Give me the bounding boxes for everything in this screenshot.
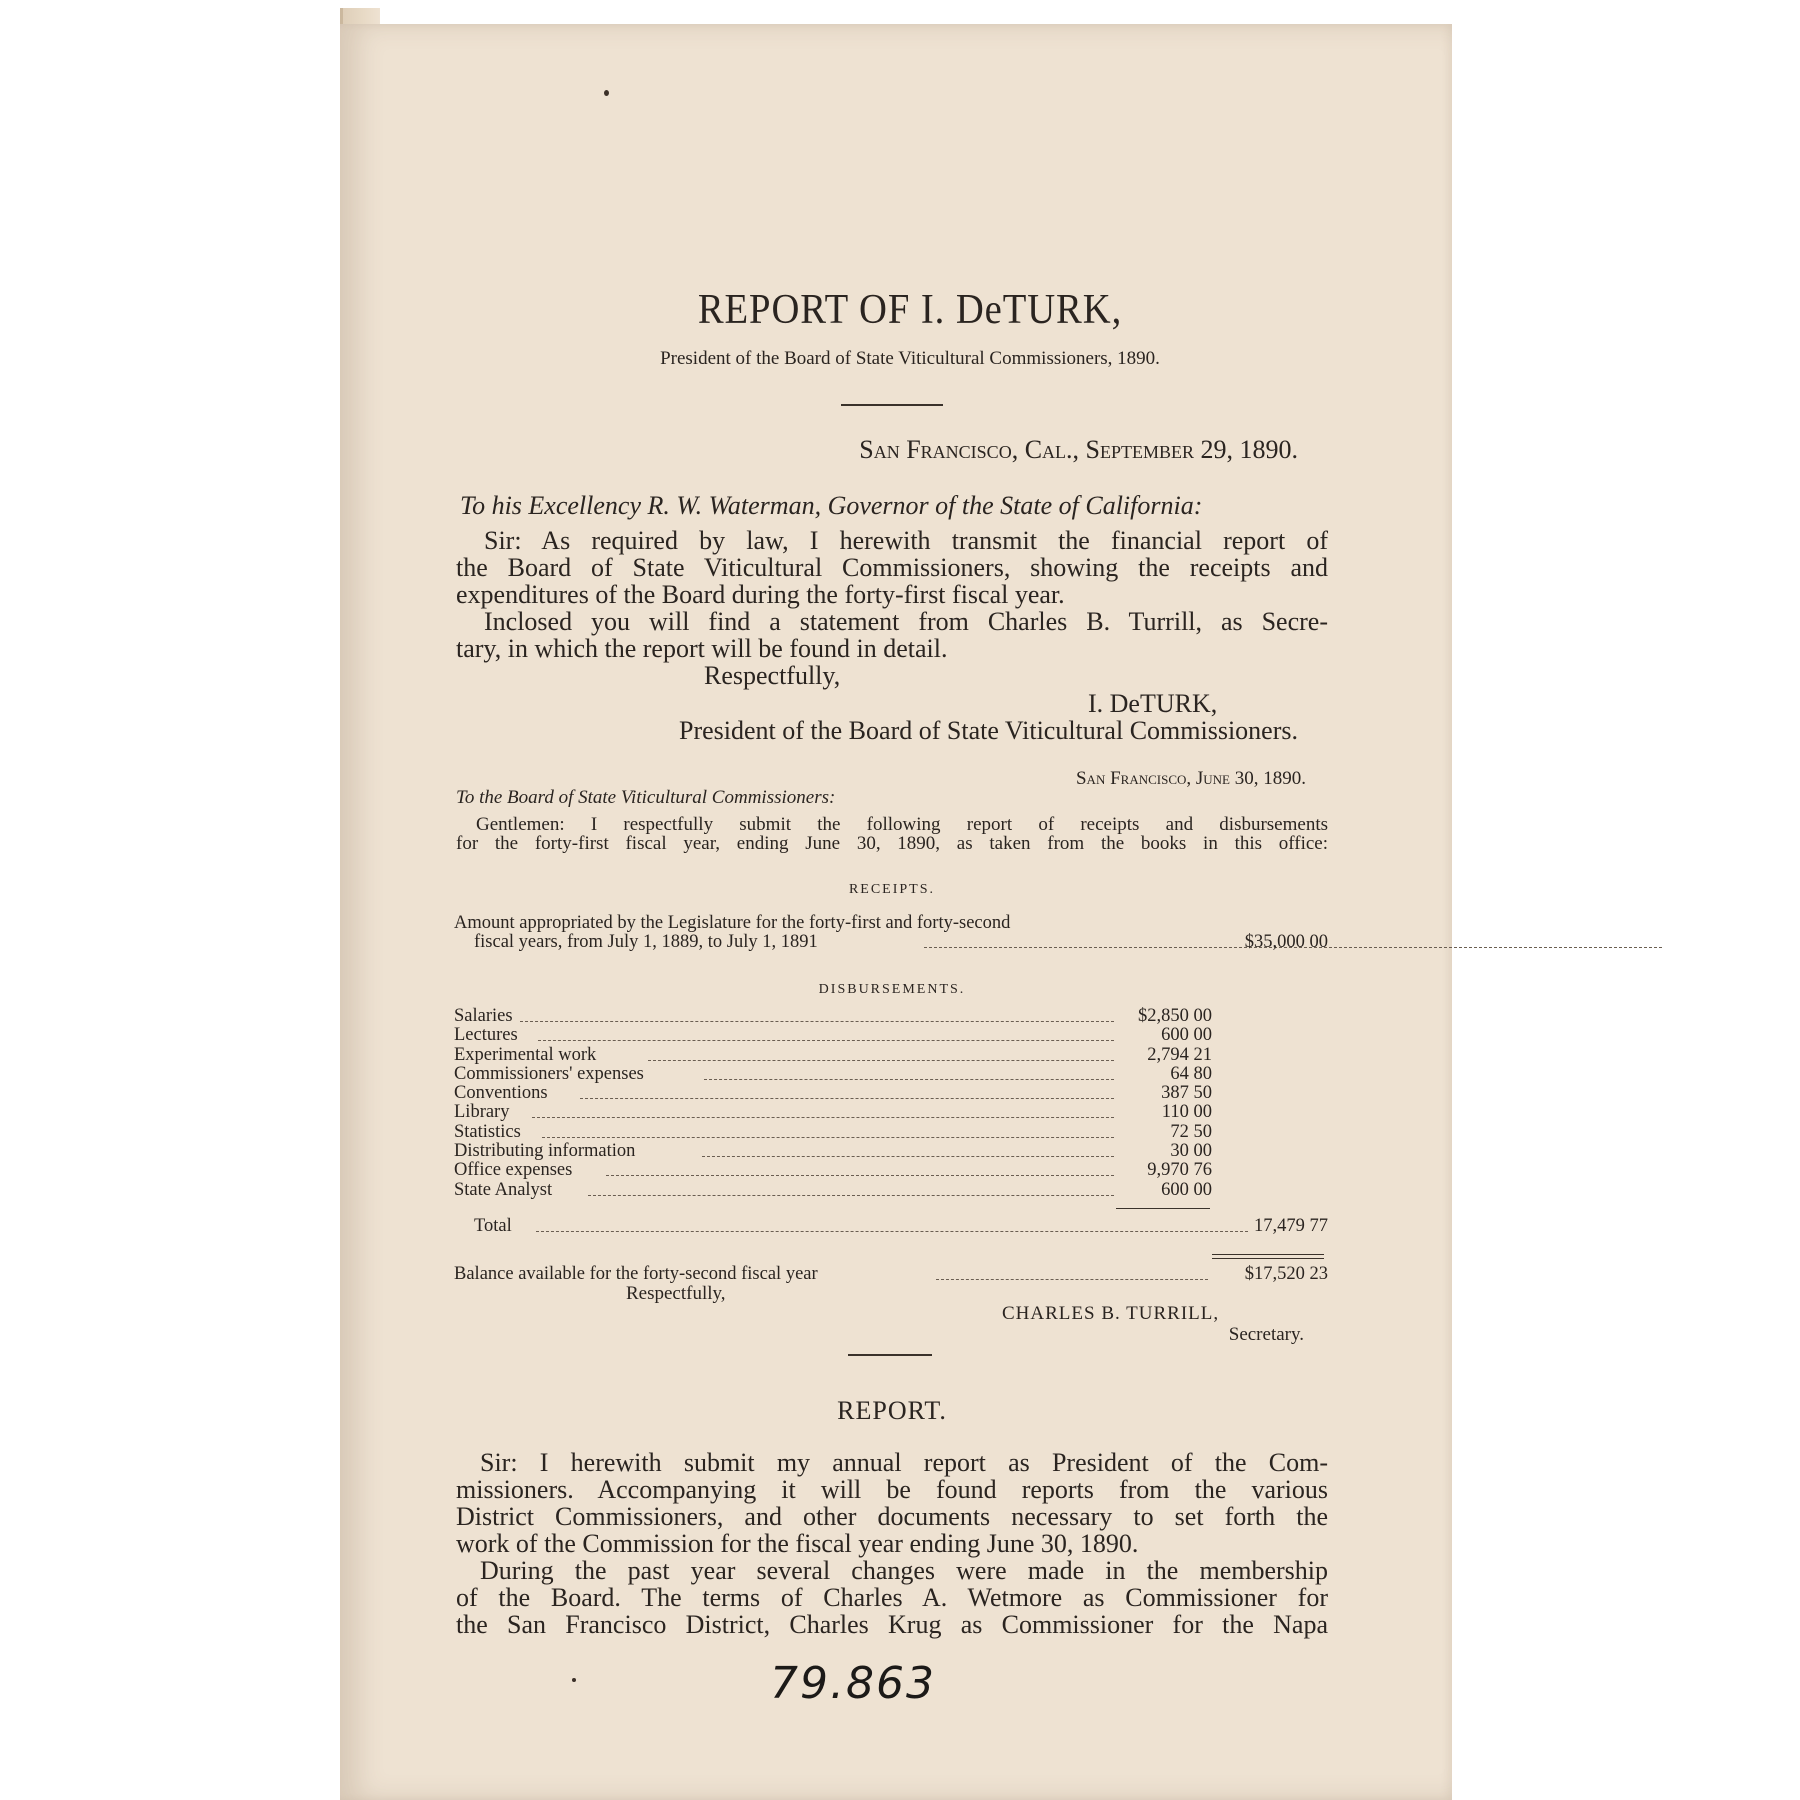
text-line: Gentlemen: I respectfully submit the following report of receipts and disbursements: [476, 814, 1328, 835]
disbursement-label: Lectures: [454, 1025, 518, 1046]
text-line: Sir: I herewith submit my annual report as President of the Com-: [480, 1448, 1328, 1477]
leader-dots: [532, 1117, 1114, 1118]
disbursements-heading: DISBURSEMENTS.: [818, 982, 966, 997]
letter1-signature: I. DeTURK,: [1088, 689, 1218, 718]
disbursement-amount: 600 00: [1161, 1025, 1212, 1046]
total-section: [454, 1217, 1328, 1236]
balance-amount: $17,520 23: [1244, 1264, 1328, 1284]
total-row: [454, 1217, 1328, 1236]
report-paragraph-1: [456, 1449, 1328, 1557]
text-line: missioners. Accompanying it will be found reports from the various: [456, 1475, 1328, 1504]
subtotal-rule: [1116, 1208, 1210, 1209]
section-divider: [848, 1354, 932, 1356]
text-line: the San Francisco District, Charles Krug as Commissioner for the Napa: [456, 1610, 1328, 1639]
disbursement-amount: 9,970 76: [1147, 1160, 1212, 1181]
letter1-salutation: To his Excellency R. W. Waterman, Governor of the State of California:: [460, 491, 1203, 520]
leader-dots: [520, 1021, 1114, 1022]
balance-label: Balance available for the forty-second fiscal year: [454, 1264, 818, 1284]
disbursement-amount: 72 50: [1170, 1121, 1212, 1142]
total-label: Total: [474, 1216, 512, 1236]
leader-dots: [606, 1175, 1114, 1176]
leader-dots: [542, 1137, 1114, 1138]
disbursement-amount: 30 00: [1170, 1141, 1212, 1162]
leader-dots: [702, 1156, 1114, 1157]
leader-dots: [704, 1079, 1114, 1080]
disbursement-amount: 64 80: [1170, 1063, 1212, 1084]
text-line: tary, in which the report will be found in detail.: [456, 634, 948, 663]
receipts-section: [454, 914, 1328, 953]
disbursement-label: Experimental work: [454, 1044, 597, 1065]
receipts-row: [454, 933, 1328, 952]
letter1-closing: Respectfully,: [704, 661, 841, 690]
disbursement-amount: 110 00: [1161, 1102, 1212, 1123]
text-line: for the forty-first fiscal year, ending June 30, 1890, as taken from the books in this office:: [456, 833, 1328, 854]
leader-dots: [580, 1098, 1114, 1099]
text-line: work of the Commission for the fiscal year ending June 30, 1890.: [456, 1529, 1139, 1558]
leader-dots: [536, 1231, 1248, 1232]
leader-dots: [936, 1279, 1208, 1280]
letter2-signature-title: Secretary.: [1228, 1324, 1304, 1345]
text-line: District Commissioners, and other documents necessary to set forth the: [456, 1502, 1328, 1531]
letter2-signature: CHARLES B. TURRILL,: [1002, 1303, 1220, 1324]
disbursement-row: [454, 1084, 1212, 1103]
disbursements-table: [454, 1007, 1212, 1200]
disbursement-row: [454, 1065, 1212, 1084]
letter2-salutation: To the Board of State Viticultural Commissioners:: [456, 787, 836, 808]
disbursement-label: Distributing information: [454, 1141, 636, 1162]
leader-dots: [538, 1040, 1114, 1041]
disbursement-label: Statistics: [454, 1121, 521, 1142]
receipts-heading: RECEIPTS.: [848, 882, 936, 897]
text-line: expenditures of the Board during the forty-first fiscal year.: [456, 580, 1065, 609]
disbursement-amount: 2,794 21: [1147, 1044, 1212, 1065]
letter2-closing: Respectfully,: [626, 1283, 726, 1304]
text-line: of the Board. The terms of Charles A. Wetmore as Commissioner for: [456, 1583, 1328, 1612]
disbursement-label: Commissioners' expenses: [454, 1063, 644, 1084]
letter2-paragraph: [456, 815, 1328, 853]
text-line: Sir: As required by law, I herewith transmit the financial report of: [484, 526, 1328, 555]
report-heading: REPORT.: [837, 1396, 947, 1425]
letter1-paragraph-2: [456, 608, 1328, 662]
disbursement-row: [454, 1123, 1212, 1142]
balance-row: [454, 1265, 1328, 1284]
letter1-dateline: San Francisco, Cal., September 29, 1890.: [859, 435, 1298, 464]
letter2-dateline: San Francisco, June 30, 1890.: [1075, 768, 1306, 789]
document-subtitle: President of the Board of State Viticultural Commissioners, 1890.: [660, 348, 1160, 369]
disbursement-label: State Analyst: [454, 1179, 553, 1200]
document-title: REPORT OF I. DeTURK,: [697, 287, 1123, 333]
balance-section: [454, 1265, 1328, 1284]
receipts-line-1: Amount appropriated by the Legislature for the forty-first and forty-second: [454, 913, 1011, 933]
disbursement-amount: $2,850 00: [1138, 1006, 1212, 1026]
disbursement-label: Library: [454, 1102, 510, 1123]
disbursement-label: Conventions: [454, 1083, 548, 1104]
handwritten-catalog-number: 79.863: [770, 1658, 936, 1709]
text-line: Inclosed you will find a statement from Charles B. Turrill, as Secre-: [484, 607, 1328, 636]
receipts-amount: $35,000 00: [1244, 932, 1328, 953]
text-line: the Board of State Viticultural Commissioners, showing the receipts and: [456, 553, 1328, 582]
letter1-paragraph-1: [456, 527, 1328, 608]
divider-rule: [841, 404, 943, 406]
total-rule-2: [1212, 1258, 1324, 1259]
text-line: During the past year several changes were made in the membership: [480, 1556, 1328, 1585]
disbursement-row: [454, 1161, 1212, 1180]
disbursement-row: [454, 1103, 1212, 1122]
disbursement-label: Office expenses: [454, 1160, 573, 1181]
disbursement-row: [454, 1007, 1212, 1026]
report-paragraph-2: [456, 1557, 1328, 1638]
disbursement-row: [454, 1046, 1212, 1065]
leader-dots: [648, 1060, 1114, 1061]
disbursement-amount: 387 50: [1161, 1083, 1212, 1104]
disbursement-label: Salaries: [454, 1006, 513, 1026]
disbursement-row: [454, 1142, 1212, 1161]
paper-speck: [604, 90, 609, 96]
paper-speck: [572, 1678, 576, 1682]
disbursement-row: [454, 1181, 1212, 1200]
receipts-line-2: fiscal years, from July 1, 1889, to July 1, 1891: [474, 932, 818, 953]
total-rule-1: [1212, 1254, 1324, 1255]
total-amount: 17,479 77: [1254, 1216, 1328, 1236]
disbursement-row: [454, 1026, 1212, 1045]
disbursement-amount: 600 00: [1161, 1179, 1212, 1200]
letter1-signature-title: President of the Board of State Viticultural Commissioners.: [679, 716, 1298, 745]
leader-dots: [588, 1195, 1114, 1196]
